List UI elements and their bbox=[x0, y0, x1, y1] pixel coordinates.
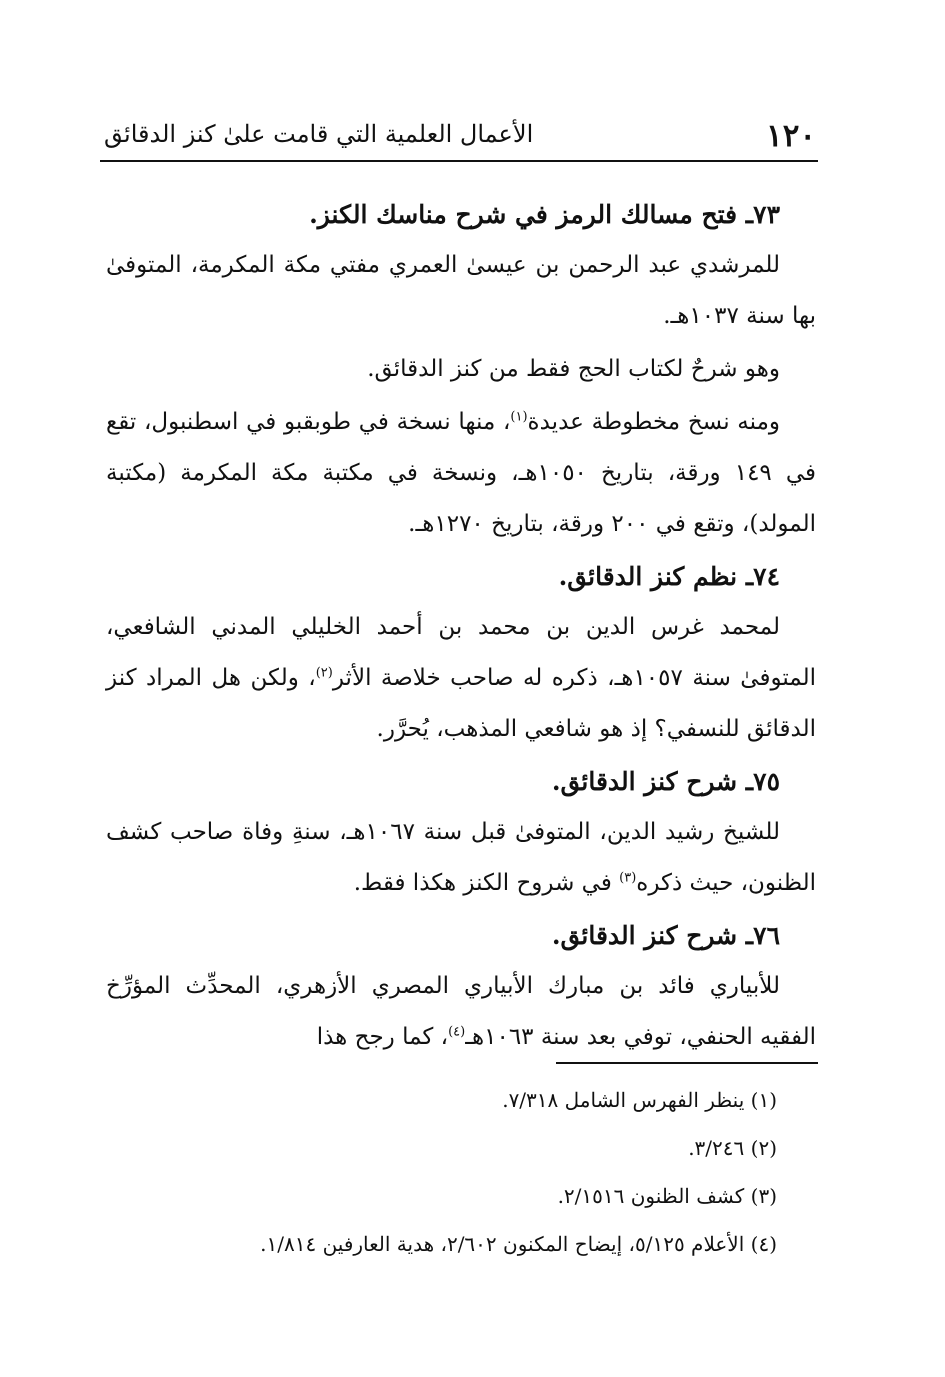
footnotes bbox=[117, 1076, 777, 1268]
page-number: ١٢٠ bbox=[766, 118, 816, 154]
footnote-ref[interactable]: (٢) bbox=[315, 665, 333, 681]
footnote: (١) ينظر الفهرس الشامل ٧/٣١٨. bbox=[502, 1088, 777, 1112]
entry-74 bbox=[106, 552, 816, 755]
footnote-ref[interactable]: (٤) bbox=[448, 1024, 466, 1040]
text-run: لمحمد غرس الدين بن محمد بن أحمد الخليلي المدني الشافعي، المتوفىٰ سنة ١٠٥٧هـ، ذكره له صاحب خلاصة الأثر bbox=[106, 614, 816, 691]
text-run: للشيخ رشيد الدين، المتوفىٰ قبل سنة ١٠٦٧هـ، سنةِ وفاة صاحب كشف الظنون، حيث ذكره bbox=[106, 819, 816, 896]
footnote-divider bbox=[556, 1062, 818, 1064]
entry-title: ٧٦ـ شرح كنز الدقائق. bbox=[551, 921, 780, 950]
page-body bbox=[106, 190, 816, 1065]
entry-paragraph: وهو شرحٌ لكتاب الحج فقط من كنز الدقائق. bbox=[367, 356, 780, 382]
entry-title: ٧٥ـ شرح كنز الدقائق. bbox=[551, 767, 780, 796]
text-run: للأبياري فائد بن مبارك الأبياري المصري الأزهري، المحدِّث المؤرِّخ الفقيه الحنفي، توفي بعد سنة ١٠٦٣هـ bbox=[106, 973, 816, 1050]
footnote: (٢) ٣/٢٤٦. bbox=[688, 1136, 777, 1160]
entry-title: ٧٣ـ فتح مسالك الرمز في شرح مناسك الكنز. bbox=[309, 200, 780, 229]
footnote: (٣) كشف الظنون ٢/١٥١٦. bbox=[557, 1184, 777, 1208]
entry-76 bbox=[106, 911, 816, 1063]
entry-paragraph bbox=[106, 397, 816, 550]
entry-paragraph: للمرشدي عبد الرحمن بن عيسىٰ العمري مفتي مكة المكرمة، المتوفىٰ بها سنة ١٠٣٧هـ. bbox=[106, 252, 816, 329]
entry-title: ٧٤ـ نظم كنز الدقائق. bbox=[558, 562, 780, 591]
entry-paragraph bbox=[106, 961, 816, 1063]
text-run: ، كما رجح هذا bbox=[316, 1024, 449, 1050]
entry-75 bbox=[106, 757, 816, 909]
page-header bbox=[104, 118, 816, 162]
running-title: الأعمال العلمية التي قامت علىٰ كنز الدقائق bbox=[104, 120, 534, 148]
entry-paragraph bbox=[106, 602, 816, 755]
entry-paragraph bbox=[106, 807, 816, 909]
header-divider bbox=[100, 160, 818, 162]
text-run: ، ولكن هل المراد كنز الدقائق للنسفي؟ إذ هو شافعي المذهب، يُحرَّر. bbox=[106, 665, 816, 742]
footnote-ref[interactable]: (١) bbox=[510, 409, 528, 425]
text-run: في شروح الكنز هكذا فقط. bbox=[353, 870, 620, 896]
footnote-ref[interactable]: (٣) bbox=[619, 870, 637, 886]
text-run: ومنه نسخ مخطوطة عديدة bbox=[527, 409, 780, 435]
text-run: ، منها نسخة في طوبقبو في اسطنبول، تقع في ١٤٩ ورقة، بتاريخ ١٠٥٠هـ، ونسخة في مكتبة مكة المكرمة (مكتبة المولد)، وتقع في ٢٠٠ ورقة، بتاريخ ١٢٧٠هـ. bbox=[106, 409, 816, 537]
entry-73 bbox=[106, 190, 816, 550]
footnote: (٤) الأعلام ٥/١٢٥، إيضاح المكنون ٢/٦٠٢، هدية العارفين ١/٨١٤. bbox=[260, 1232, 777, 1256]
